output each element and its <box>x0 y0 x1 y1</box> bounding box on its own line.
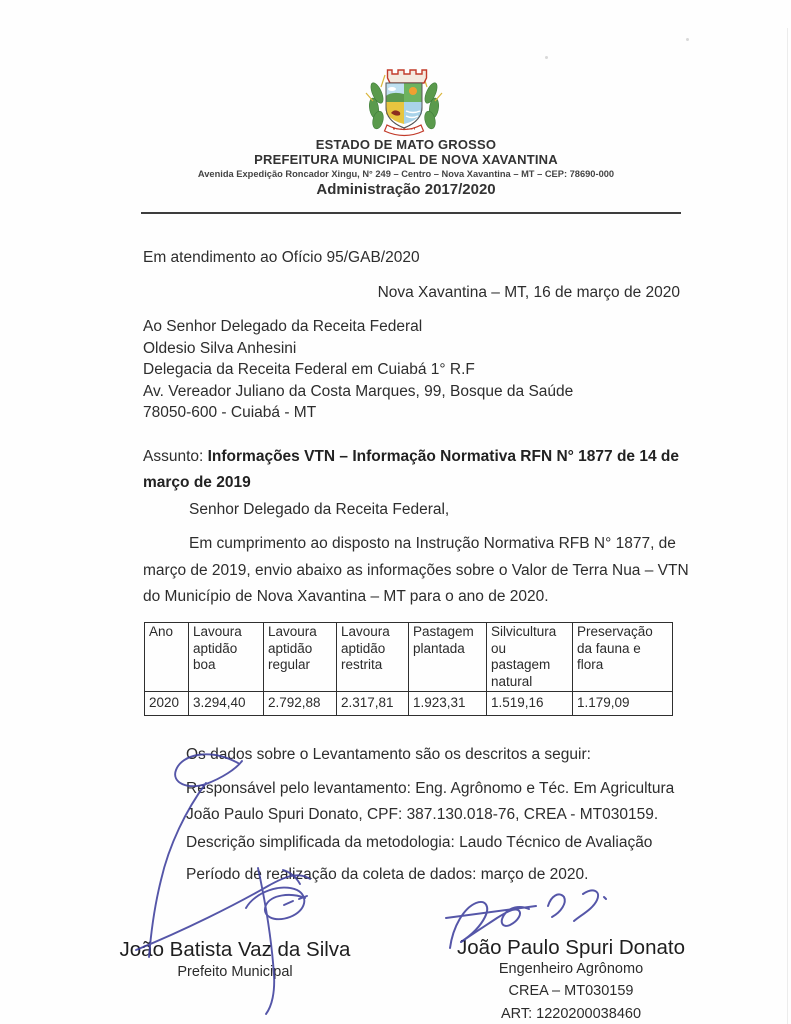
note-methodology: Descrição simplificada da metodologia: Laudo Técnico de Avaliação <box>186 834 653 851</box>
note-period: Período de realização da coleta de dados: março de 2020. <box>186 866 589 883</box>
vtn-col-header: Lavoura aptidão restrita <box>337 623 409 692</box>
vtn-cell-value: 2.792,88 <box>264 692 337 716</box>
vtn-cell-year: 2020 <box>145 692 189 716</box>
recipient-line: Oldesio Silva Anhesini <box>143 339 297 357</box>
recipient-block <box>143 316 573 424</box>
subject-label: Assunto: <box>143 448 208 465</box>
vtn-col-header: Lavoura aptidão regular <box>264 623 337 692</box>
note-responsible: Responsável pelo levantamento: Eng. Agrônomo e Téc. Em Agricultura João Paulo Spuri Donato, CPF: 387.130.018-76, CREA - MT030159. <box>186 780 675 823</box>
header-administration: Administração 2017/2020 <box>316 181 496 198</box>
signer-right-title: Engenheiro Agrônomo <box>498 961 644 977</box>
signer-right-crea: CREA – MT030159 <box>508 983 634 999</box>
date-line: Nova Xavantina – MT, 16 de março de 2020 <box>377 284 680 301</box>
recipient-line: Ao Senhor Delegado da Receita Federal <box>143 318 423 335</box>
signer-left-title: Prefeito Municipal <box>177 964 293 980</box>
vtn-cell-value: 1.179,09 <box>573 692 673 716</box>
vtn-cell-value: 3.294,40 <box>189 692 264 716</box>
body-paragraph: Em cumprimento ao disposto na Instrução Normativa RFB N° 1877, de março de 2019, envio abaixo as informações sobre o Valor de Terra Nua – VTN do Município de Nova Xavantina – MT para o ano de 2020. <box>143 535 689 605</box>
signer-right-name: João Paulo Spuri Donato <box>457 936 685 959</box>
vtn-col-header: Lavoura aptidão boa <box>189 623 264 692</box>
header-state: ESTADO DE MATO GROSSO <box>315 137 497 152</box>
vtn-cell-value: 2.317,81 <box>337 692 409 716</box>
vtn-col-header: Ano <box>145 623 189 692</box>
reference-line: Em atendimento ao Ofício 95/GAB/2020 <box>143 249 420 266</box>
header-address: Avenida Expedição Roncador Xingu, N° 249 – Centro – Nova Xavantina – MT – CEP: 78690-000 <box>197 169 615 179</box>
header-municipality: PREFEITURA MUNICIPAL DE NOVA XAVANTINA <box>254 152 558 167</box>
vtn-col-header: Pastagem plantada <box>409 623 487 692</box>
vtn-col-header: Preservação da fauna e flora <box>573 623 673 692</box>
subject-text: Informações VTN – Informação Normativa RFN N° 1877 de 14 de março de 2019 <box>143 448 679 491</box>
scan-speck <box>545 56 548 59</box>
signer-right-art: ART: 1220200038460 <box>500 1006 642 1022</box>
salutation: Senhor Delegado da Receita Federal, <box>189 501 450 518</box>
signer-left-name: João Batista Vaz da Silva <box>119 938 351 961</box>
vtn-table-header-row <box>145 623 673 692</box>
recipient-line: Av. Vereador Juliano da Costa Marques, 99, Bosque da Saúde <box>143 382 574 400</box>
header-divider <box>141 212 681 214</box>
recipient-line: 78050-600 - Cuiabá - MT <box>143 404 317 421</box>
vtn-table <box>144 622 673 716</box>
vtn-col-header: Silvicultura ou pastagem natural <box>487 623 573 692</box>
subject-line <box>143 444 691 496</box>
coat-of-arms-icon <box>361 63 447 137</box>
note-intro: Os dados sobre o Levantamento são os descritos a seguir: <box>186 746 591 763</box>
scan-speck <box>686 38 689 41</box>
vtn-cell-value: 1.923,31 <box>409 692 487 716</box>
vtn-table-data-row <box>145 692 673 716</box>
recipient-line: Delegacia da Receita Federal em Cuiabá 1° R.F <box>143 361 475 378</box>
vtn-cell-value: 1.519,16 <box>487 692 573 716</box>
